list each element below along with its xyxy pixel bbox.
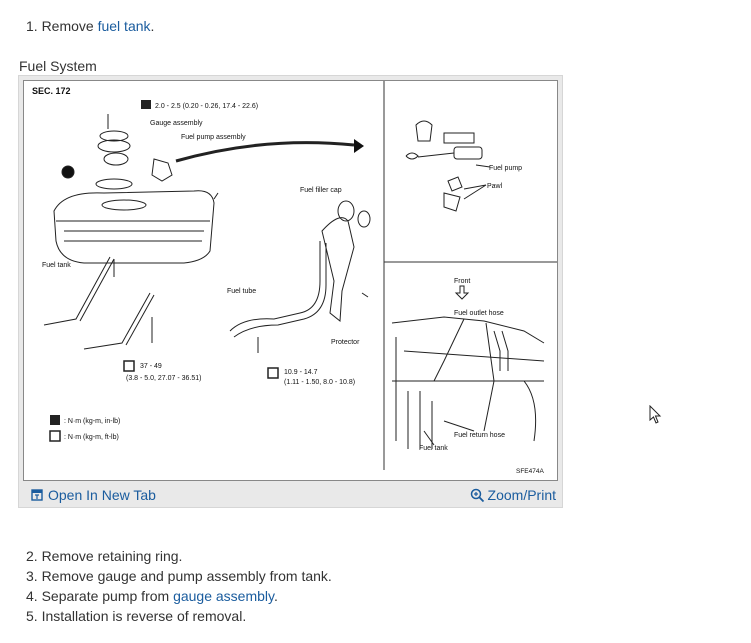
front-label: Front xyxy=(454,278,471,285)
legend-icon-ftlb xyxy=(50,431,60,441)
zoom-in-icon xyxy=(470,488,485,503)
fuel-filler-cap-label: Fuel filler cap xyxy=(300,187,342,194)
step-1 xyxy=(26,17,154,35)
figure-footer xyxy=(19,481,562,508)
torque-b-line2: (1.11 - 1.50, 8.0 - 10.8) xyxy=(284,379,356,386)
step-1-suffix: . xyxy=(150,18,155,34)
torque-a-line1: 37 - 49 xyxy=(140,363,162,370)
figure-container xyxy=(18,75,563,508)
fuel-system-diagram[interactable] xyxy=(23,80,558,481)
fuel-pump-label: Fuel pump xyxy=(489,165,523,172)
step-3: 3. Remove gauge and pump assembly from tank. xyxy=(26,568,332,584)
zoom-print-label: Zoom/Print xyxy=(487,487,556,503)
fuel-tank-illustration xyxy=(44,114,370,353)
open-new-tab-button[interactable] xyxy=(31,487,156,503)
figure-caption: Fuel System xyxy=(19,58,97,74)
torque-icon-inlb xyxy=(141,100,151,109)
open-new-tab-icon xyxy=(31,489,43,501)
fuel-tank-right-label: Fuel tank xyxy=(419,445,448,452)
legend-inlb: : N·m (kg-m, in-lb) xyxy=(64,418,121,425)
step-4-suffix: . xyxy=(274,588,278,604)
torque-icon-ftlb-b xyxy=(268,368,278,378)
torque-icon-ftlb-a xyxy=(124,361,134,371)
legend-icon-inlb xyxy=(50,415,60,425)
figure-code: SFE474A xyxy=(516,468,544,475)
legend-ftlb: : N·m (kg-m, ft-lb) xyxy=(64,434,119,441)
step-2: 2. Remove retaining ring. xyxy=(26,548,183,564)
step-5: 5. Installation is reverse of removal. xyxy=(26,608,247,624)
fuel-tube-label: Fuel tube xyxy=(227,288,257,295)
fuel-outlet-hose-label: Fuel outlet hose xyxy=(454,310,504,317)
torque-a-line2: (3.8 - 5.0, 27.07 - 36.51) xyxy=(126,375,202,382)
fuel-pump-illustration xyxy=(406,121,490,211)
torque-b-line1: 10.9 - 14.7 xyxy=(284,369,318,376)
step-4-text: 4. Separate pump from xyxy=(26,588,174,604)
step-1-text: 1. Remove xyxy=(26,18,98,34)
step-4 xyxy=(26,587,278,605)
torque-top-label: 2.0 - 2.5 (0.20 - 0.26, 17.4 - 22.6) xyxy=(155,103,259,110)
protector-label: Protector xyxy=(331,339,360,346)
diagram-svg xyxy=(24,81,557,480)
sec-label: SEC. 172 xyxy=(32,86,71,96)
fuel-tank-left-label: Fuel tank xyxy=(42,262,71,269)
fuel-tank-link[interactable]: fuel tank xyxy=(97,18,151,34)
pawl-label: Pawl xyxy=(487,183,503,190)
fuel-pump-assembly-label: Fuel pump assembly xyxy=(181,134,246,141)
zoom-print-button[interactable] xyxy=(470,487,556,503)
fuel-return-hose-label: Fuel return hose xyxy=(454,432,505,439)
gauge-assembly-label: Gauge assembly xyxy=(150,120,203,127)
mouse-cursor-icon xyxy=(649,405,663,425)
open-new-tab-label: Open In New Tab xyxy=(48,487,156,503)
gauge-assembly-link[interactable]: gauge assembly xyxy=(173,588,274,604)
